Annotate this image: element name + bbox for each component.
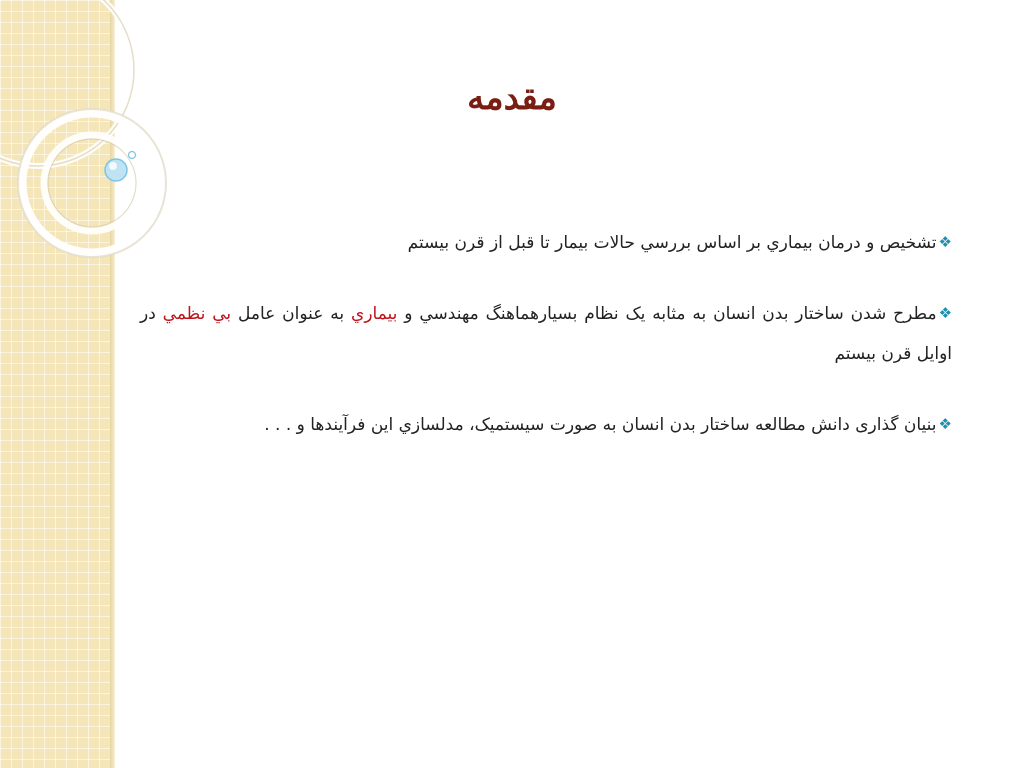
four-diamond-bullet-icon: ❖	[938, 233, 952, 251]
bullet-item-2	[140, 293, 952, 374]
highlight-disease: بيماري	[351, 304, 398, 324]
bullet-text-part-b: به عنوان عامل	[231, 304, 352, 324]
slide-title: مقدمه	[467, 78, 557, 118]
bullet-item-1	[140, 222, 952, 263]
highlight-disorder: بي نظمي	[162, 304, 232, 324]
bullet-list	[140, 222, 952, 475]
bullet-item-3	[140, 404, 952, 445]
bullet-text: تشخيص و درمان بيماري بر اساس بررسي حالات بيمار تا قبل از قرن بيستم	[407, 233, 937, 253]
bullet-text-part-a: مطرح شدن ساختار بدن انسان به مثابه يک نظام بسيارهماهنگ مهندسي و	[397, 304, 937, 324]
bullet-text: بنیان گذاری دانش مطالعه ساختار بدن انسان به صورت سيستميک، مدلسازي اين فرآيندها و . . .	[264, 415, 937, 435]
bullet-text-part-c: در اوايل قرن بيستم	[140, 304, 952, 364]
four-diamond-bullet-icon: ❖	[938, 304, 953, 322]
four-diamond-bullet-icon: ❖	[938, 415, 952, 433]
